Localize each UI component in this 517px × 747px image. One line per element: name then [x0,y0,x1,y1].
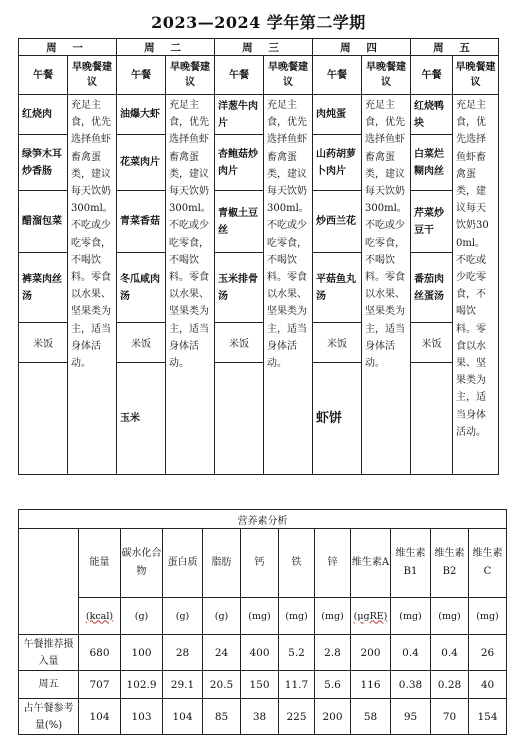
mon-dish-2: 绿笋木耳炒香肠 [19,135,68,191]
col-advice: 早晚餐建议 [264,56,313,95]
nutrient-header: 脂肪 [203,529,241,598]
row-label: 午餐推荐摄入量 [19,635,79,671]
table-cell: 29.1 [163,671,203,699]
table-cell: 200 [315,699,351,735]
table-row [19,671,507,699]
table-cell: 20.5 [203,671,241,699]
table-cell: 400 [241,635,279,671]
unit-cell: (mg) [315,598,351,635]
table-cell: 2.8 [315,635,351,671]
table-cell: 28 [163,635,203,671]
wed-dish-1: 洋葱牛肉片 [215,95,264,135]
table-row [19,635,507,671]
nutrition-analysis-table [18,509,507,735]
table-cell: 154 [469,699,507,735]
table-cell: 225 [279,699,315,735]
fri-dish-3: 芹菜炒豆干 [411,191,453,253]
wed-staple: 米饭 [215,323,264,363]
thu-dish-1: 肉炖蛋 [313,95,362,135]
wed-dish-3: 青椒土豆丝 [215,191,264,253]
unit-cell: (kcal) [79,598,121,635]
col-advice: 早晚餐建议 [453,56,499,95]
table-cell: 58 [351,699,391,735]
table-cell: 95 [391,699,431,735]
nutrition-caption: 营养素分析 [19,510,507,529]
col-lunch: 午餐 [313,56,362,95]
table-cell: 707 [79,671,121,699]
row-label: 周五 [19,671,79,699]
fri-dish-2: 白菜烂糊肉丝 [411,135,453,191]
table-cell: 11.7 [279,671,315,699]
unit-cell: (mg) [469,598,507,635]
col-lunch: 午餐 [19,56,68,95]
thu-extra: 虾饼 [313,363,362,475]
table-cell: 5.6 [315,671,351,699]
thu-dish-4: 平菇鱼丸汤 [313,253,362,323]
unit-cell: (g) [203,598,241,635]
thu-dish-3: 炒西兰花 [313,191,362,253]
fri-extra [411,363,453,475]
table-cell: 680 [79,635,121,671]
tue-dish-1: 油爆大虾 [117,95,166,135]
table-cell: 26 [469,635,507,671]
mon-advice: 充足主食，优先选择鱼虾畜禽蛋类，建议每天饮奶300ml。不吃或少吃零食，不喝饮料。零食以水果、坚果类为主，适当身体活动。 [68,95,117,475]
table-cell: 102.9 [121,671,163,699]
unit-cell: (mg) [241,598,279,635]
nutrient-header: 维生素C [469,529,507,598]
unit-cell: (mg) [391,598,431,635]
tue-extra: 玉米 [117,363,166,475]
nutrient-header: 铁 [279,529,315,598]
unit-cell: (mg) [279,598,315,635]
table-cell: 103 [121,699,163,735]
table-cell: 150 [241,671,279,699]
nutrient-header: 维生素B2 [431,529,469,598]
fri-dish-4: 番茄肉丝蛋汤 [411,253,453,323]
table-cell: 24 [203,635,241,671]
tue-advice: 充足主食，优先选择鱼虾畜禽蛋类，建议每天饮奶300ml。不吃或少吃零食，不喝饮料。零食以水果、坚果类为主，适当身体活动。 [166,95,215,475]
mon-dish-1: 红烧肉 [19,95,68,135]
table-cell: 40 [469,671,507,699]
table-cell: 0.28 [431,671,469,699]
nutrient-header: 维生素B1 [391,529,431,598]
table-row [19,699,507,735]
nutrient-header: 碳水化合物 [121,529,163,598]
nutrient-header: 维生素A [351,529,391,598]
fri-advice: 充足主食，优先选择鱼虾畜禽蛋类，建议每天饮奶300ml。不吃或少吃零食，不喝饮料。零食以水果、坚果类为主，适当身体活动。 [453,95,499,475]
day-header-thu: 周 四 [313,39,411,56]
nutrient-header: 能量 [79,529,121,598]
unit-cell: (mg) [431,598,469,635]
col-lunch: 午餐 [117,56,166,95]
mon-dish-4: 裤菜肉丝汤 [19,253,68,323]
mon-extra [19,363,68,475]
fri-staple: 米饭 [411,323,453,363]
tue-staple: 米饭 [117,323,166,363]
weekly-menu-table [18,38,499,475]
nutrient-header: 蛋白质 [163,529,203,598]
table-cell: 200 [351,635,391,671]
table-cell: 0.38 [391,671,431,699]
col-advice: 早晚餐建议 [362,56,411,95]
nutrient-header: 钙 [241,529,279,598]
unit-cell: (g) [163,598,203,635]
wed-dish-4: 玉米排骨汤 [215,253,264,323]
unit-cell: (μgRE) [351,598,391,635]
tue-dish-3: 青菜香菇 [117,191,166,253]
table-cell: 104 [163,699,203,735]
unit-cell: (g) [121,598,163,635]
row-label: 占午餐参考量(%) [19,699,79,735]
thu-dish-2: 山药胡萝卜肉片 [313,135,362,191]
tue-dish-4: 冬瓜咸肉汤 [117,253,166,323]
table-cell: 38 [241,699,279,735]
table-cell: 5.2 [279,635,315,671]
col-advice: 早晚餐建议 [68,56,117,95]
thu-advice: 充足主食，优先选择鱼虾畜禽蛋类，建议每天饮奶300ml。不吃或少吃零食，不喝饮料。零食以水果、坚果类为主，适当身体活动。 [362,95,411,475]
mon-staple: 米饭 [19,323,68,363]
table-cell: 100 [121,635,163,671]
nutrient-header: 锌 [315,529,351,598]
table-cell: 104 [79,699,121,735]
corner-cell [19,529,79,635]
col-lunch: 午餐 [215,56,264,95]
mon-dish-3: 醋溜包菜 [19,191,68,253]
thu-staple: 米饭 [313,323,362,363]
day-header-wed: 周 三 [215,39,313,56]
col-lunch: 午餐 [411,56,453,95]
wed-dish-2: 杏鲍菇炒肉片 [215,135,264,191]
day-header-mon: 周 一 [19,39,117,56]
day-header-tue: 周 二 [117,39,215,56]
col-advice: 早晚餐建议 [166,56,215,95]
tue-dish-2: 花菜肉片 [117,135,166,191]
table-cell: 0.4 [391,635,431,671]
page-title: 2023—2024 学年第二学期 [151,13,366,32]
table-cell: 85 [203,699,241,735]
wed-advice: 充足主食，优先选择鱼虾畜禽蛋类，建议每天饮奶300ml。不吃或少吃零食，不喝饮料。零食以水果、坚果类为主，适当身体活动。 [264,95,313,475]
fri-dish-1: 红烧鸭块 [411,95,453,135]
wed-extra [215,363,264,475]
table-cell: 116 [351,671,391,699]
table-cell: 70 [431,699,469,735]
day-header-fri: 周 五 [411,39,499,56]
table-cell: 0.4 [431,635,469,671]
